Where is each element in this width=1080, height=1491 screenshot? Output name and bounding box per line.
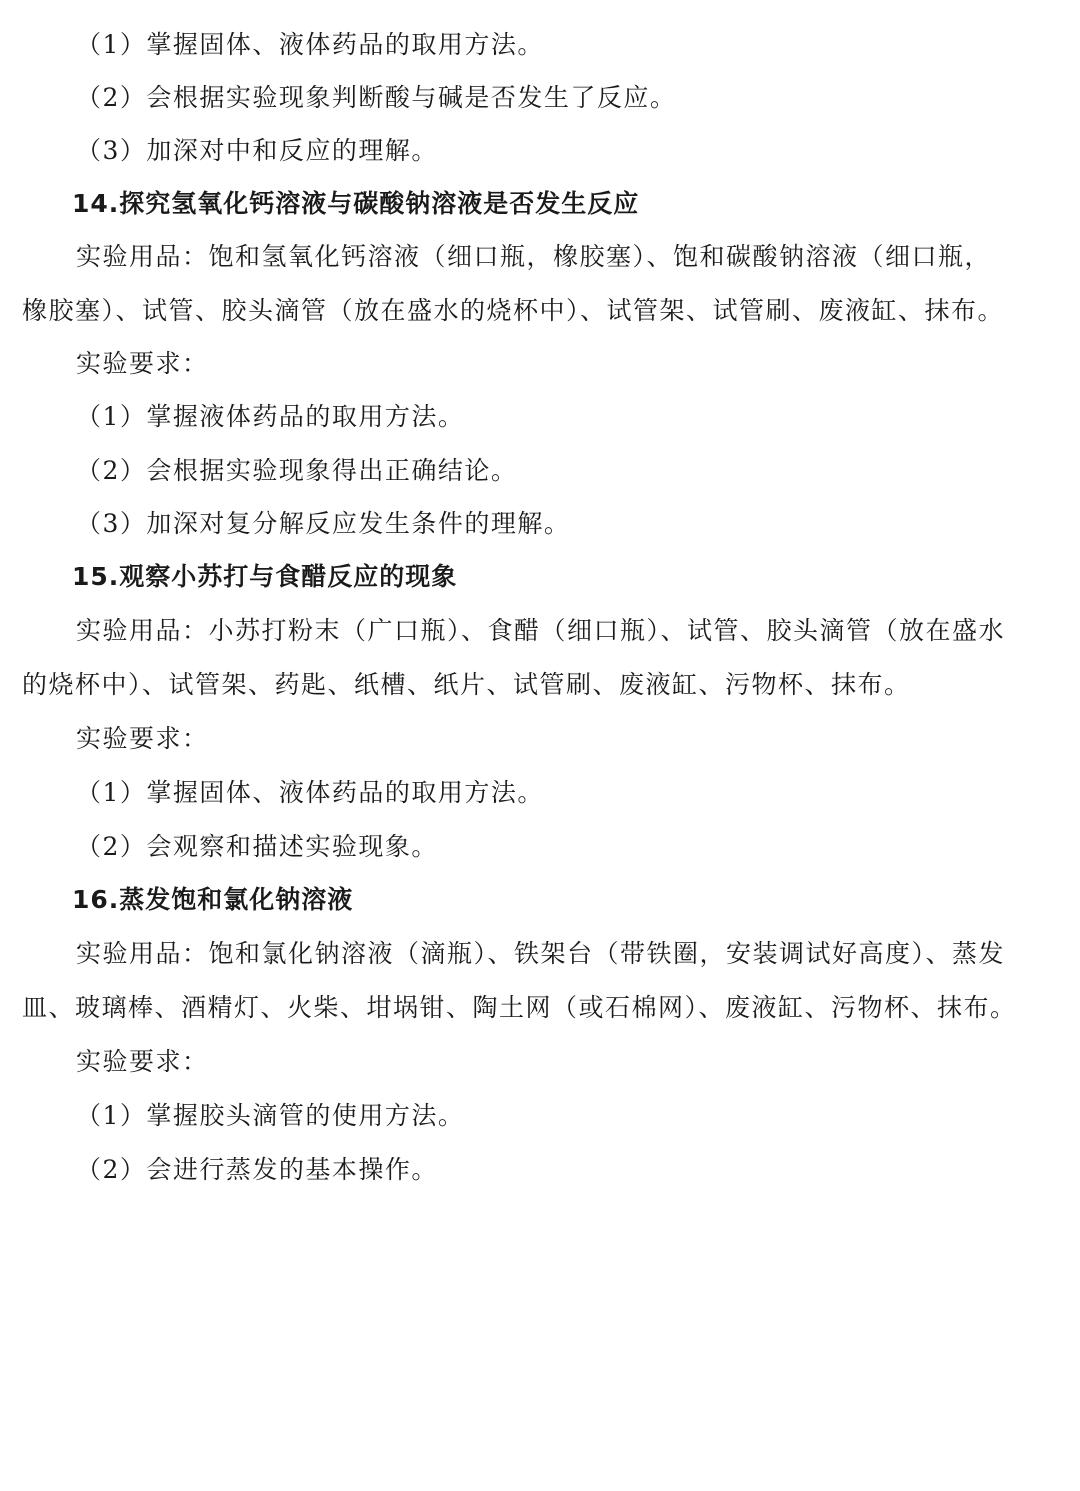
requirement-item: （3）加深对复分解反应发生条件的理解。 <box>76 509 571 538</box>
materials-text: 皿、玻璃棒、酒精灯、火柴、坩埚钳、陶土网（或石棉网）、废液缸、污物杯、抹布。 <box>22 993 1017 1022</box>
intro-requirement: （3）加深对中和反应的理解。 <box>76 136 438 165</box>
requirement-item: （2）会根据实验现象得出正确结论。 <box>76 456 518 485</box>
requirement-item: （1）掌握固体、液体药品的取用方法。 <box>76 778 544 807</box>
requirements-label: 实验要求： <box>76 1047 209 1076</box>
materials-text: 橡胶塞）、试管、胶头滴管（放在盛水的烧杯中）、试管架、试管刷、废液缸、抹布。 <box>22 296 1005 325</box>
section-title: 14.探究氢氧化钙溶液与碳酸钠溶液是否发生反应 <box>72 189 640 218</box>
materials-text: 的烧杯中）、试管架、药匙、纸槽、纸片、试管刷、废液缸、污物杯、抹布。 <box>22 670 911 699</box>
materials-text: 实验用品：饱和氯化钠溶液（滴瓶）、铁架台（带铁圈，安装调试好高度）、蒸发 <box>76 939 1006 968</box>
intro-requirement: （2）会根据实验现象判断酸与碱是否发生了反应。 <box>76 83 677 112</box>
intro-requirement: （1）掌握固体、液体药品的取用方法。 <box>76 30 544 59</box>
requirements-label: 实验要求： <box>76 349 209 378</box>
requirement-item: （1）掌握液体药品的取用方法。 <box>76 402 465 431</box>
section-title: 15.观察小苏打与食醋反应的现象 <box>72 562 458 591</box>
section-title: 16.蒸发饱和氯化钠溶液 <box>72 885 354 914</box>
requirement-item: （1）掌握胶头滴管的使用方法。 <box>76 1101 465 1130</box>
requirements-label: 实验要求： <box>76 724 209 753</box>
requirement-item: （2）会观察和描述实验现象。 <box>76 832 438 861</box>
materials-text: 实验用品：饱和氢氧化钙溶液（细口瓶，橡胶塞）、饱和碳酸钠溶液（细口瓶， <box>76 242 992 271</box>
materials-text: 实验用品：小苏打粉末（广口瓶）、食醋（细口瓶）、试管、胶头滴管（放在盛水 <box>76 616 1006 645</box>
requirement-item: （2）会进行蒸发的基本操作。 <box>76 1155 438 1184</box>
